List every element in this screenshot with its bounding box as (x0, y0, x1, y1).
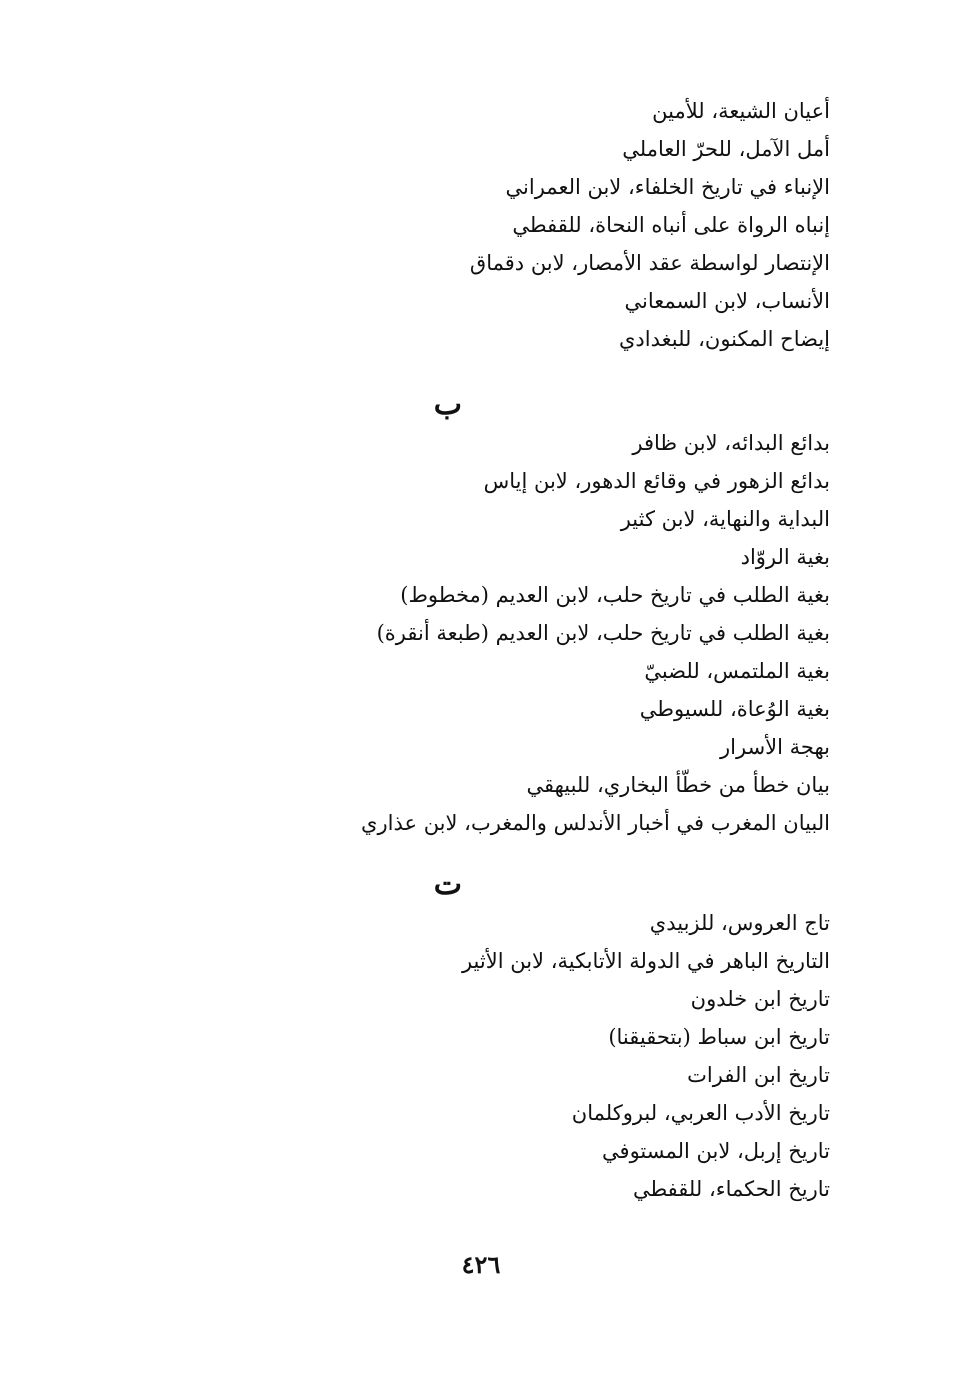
section-alif-list (310, 92, 830, 358)
list-item: الإنباء في تاريخ الخلفاء، لابن العمراني (505, 175, 830, 199)
section-letter-ta: ت (433, 867, 462, 902)
list-item: تاريخ ابن الفرات (687, 1063, 830, 1087)
list-item: إنباه الرواة على أنباه النحاة، للقفطي (512, 213, 830, 237)
section-ta-list (310, 904, 830, 1208)
list-item: أعيان الشيعة، للأمين (652, 99, 830, 123)
list-item: البداية والنهاية، لابن كثير (620, 507, 830, 531)
list-item: بيان خطأ من خطّأ البخاري، للبيهقي (526, 773, 830, 797)
list-item: تاريخ ابن خلدون (690, 987, 830, 1011)
list-item: إيضاح المكنون، للبغدادي (618, 327, 830, 351)
section-ba-list (310, 424, 830, 842)
page-number: ٤٢٦ (461, 1250, 501, 1279)
list-item: الأنساب، لابن السمعاني (624, 289, 830, 313)
list-item: بغية الوُعاة، للسيوطي (639, 697, 830, 721)
list-item: تاريخ الحكماء، للقفطي (632, 1177, 830, 1201)
section-letter-ba: ب (433, 387, 462, 422)
list-item: أمل الآمل، للحرّ العاملي (622, 137, 830, 161)
list-item: تاريخ إربل، لابن المستوفي (602, 1139, 830, 1163)
list-item: بغية الطلب في تاريخ حلب، لابن العديم (مخطوط) (400, 583, 830, 607)
list-item: البيان المغرب في أخبار الأندلس والمغرب، لابن عذاري (361, 811, 830, 835)
list-item: التاريخ الباهر في الدولة الأتابكية، لابن الأثير (461, 949, 830, 973)
list-item: بدائع البدائه، لابن ظافر (632, 431, 830, 455)
list-item: بدائع الزهور في وقائع الدهور، لابن إياس (483, 469, 830, 493)
list-item: تاريخ ابن سباط (بتحقيقنا) (608, 1025, 830, 1049)
list-item: بغية الطلب في تاريخ حلب، لابن العديم (طبعة أنقرة) (376, 621, 830, 645)
list-item: بغية الملتمس، للضبيّ (644, 659, 830, 683)
list-item: تاريخ الأدب العربي، لبروكلمان (571, 1101, 830, 1125)
list-item: الإنتصار لواسطة عقد الأمصار، لابن دقماق (469, 251, 830, 275)
list-item: تاج العروس، للزبيدي (649, 911, 830, 935)
list-item: بغية الروّاد (740, 545, 830, 569)
list-item: بهجة الأسرار (720, 735, 830, 759)
